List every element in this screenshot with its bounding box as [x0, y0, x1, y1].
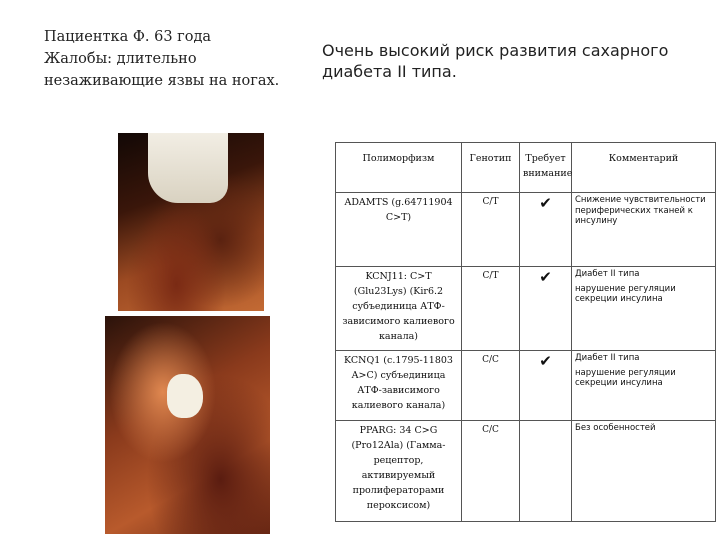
header-attention: Требует внимание	[520, 143, 572, 193]
comment-cell	[572, 351, 716, 421]
polymorphism-table	[335, 142, 716, 522]
checkmark-icon: ✔	[520, 351, 572, 421]
comment-text: Диабет II типа	[575, 269, 640, 279]
bandage-shape	[148, 133, 228, 203]
genotype-cell: C/C	[462, 421, 520, 522]
comment-cell	[572, 421, 716, 522]
risk-statement: Очень высокий риск развития сахарного диабета II типа.	[322, 41, 669, 81]
leg-ulcer-photo-shin	[105, 316, 270, 534]
polymorphism-cell: KCNJ11: C>T (Glu23Lys) (Kir6.2 субъединица АТФ-зависимого калиевого канала)	[336, 267, 462, 351]
genotype-cell: C/T	[462, 193, 520, 267]
comment-text: Без особенностей	[575, 423, 656, 433]
genotype-cell: C/C	[462, 351, 520, 421]
checkmark-icon: ✔	[520, 193, 572, 267]
table-row	[336, 267, 716, 351]
table-row	[336, 193, 716, 267]
polymorphism-cell: ADAMTS (g.64711904 C>T)	[336, 193, 462, 267]
comment-text: нарушение регуляции секреции инсулина	[575, 367, 676, 388]
comment-cell	[572, 193, 716, 267]
patient-line-2: Жалобы: длительно	[44, 51, 197, 67]
table-row	[336, 421, 716, 522]
header-comment: Комментарий	[572, 143, 716, 193]
comment-cell	[572, 267, 716, 351]
table-row	[336, 351, 716, 421]
polymorphism-cell: PPARG: 34 C>G (Pro12Ala) (Гамма-рецептор, активируемый пролифераторами пероксисом)	[336, 421, 462, 522]
checkmark-icon: ✔	[520, 267, 572, 351]
polymorphism-cell: KCNQ1 (c.1795-11803 A>C) субъединица АТФ-зависимого калиевого канала)	[336, 351, 462, 421]
patient-line-1: Пациентка Ф. 63 года	[44, 29, 212, 45]
genotype-cell: C/T	[462, 267, 520, 351]
comment-text: Снижение чувствительности периферических тканей к инсулину	[575, 195, 706, 226]
header-genotype: Генотип	[462, 143, 520, 193]
patient-line-3: незаживающие язвы на ногах.	[44, 73, 280, 89]
gauze-shape	[167, 374, 203, 418]
patient-heading	[44, 26, 314, 92]
table-header-row	[336, 143, 716, 193]
comment-text: нарушение регуляции секреции инсулина	[575, 283, 676, 304]
attention-empty-cell	[520, 421, 572, 522]
leg-ulcer-photo-ankle	[118, 133, 264, 311]
header-polymorphism: Полиморфизм	[336, 143, 462, 193]
comment-text: Диабет II типа	[575, 353, 640, 363]
